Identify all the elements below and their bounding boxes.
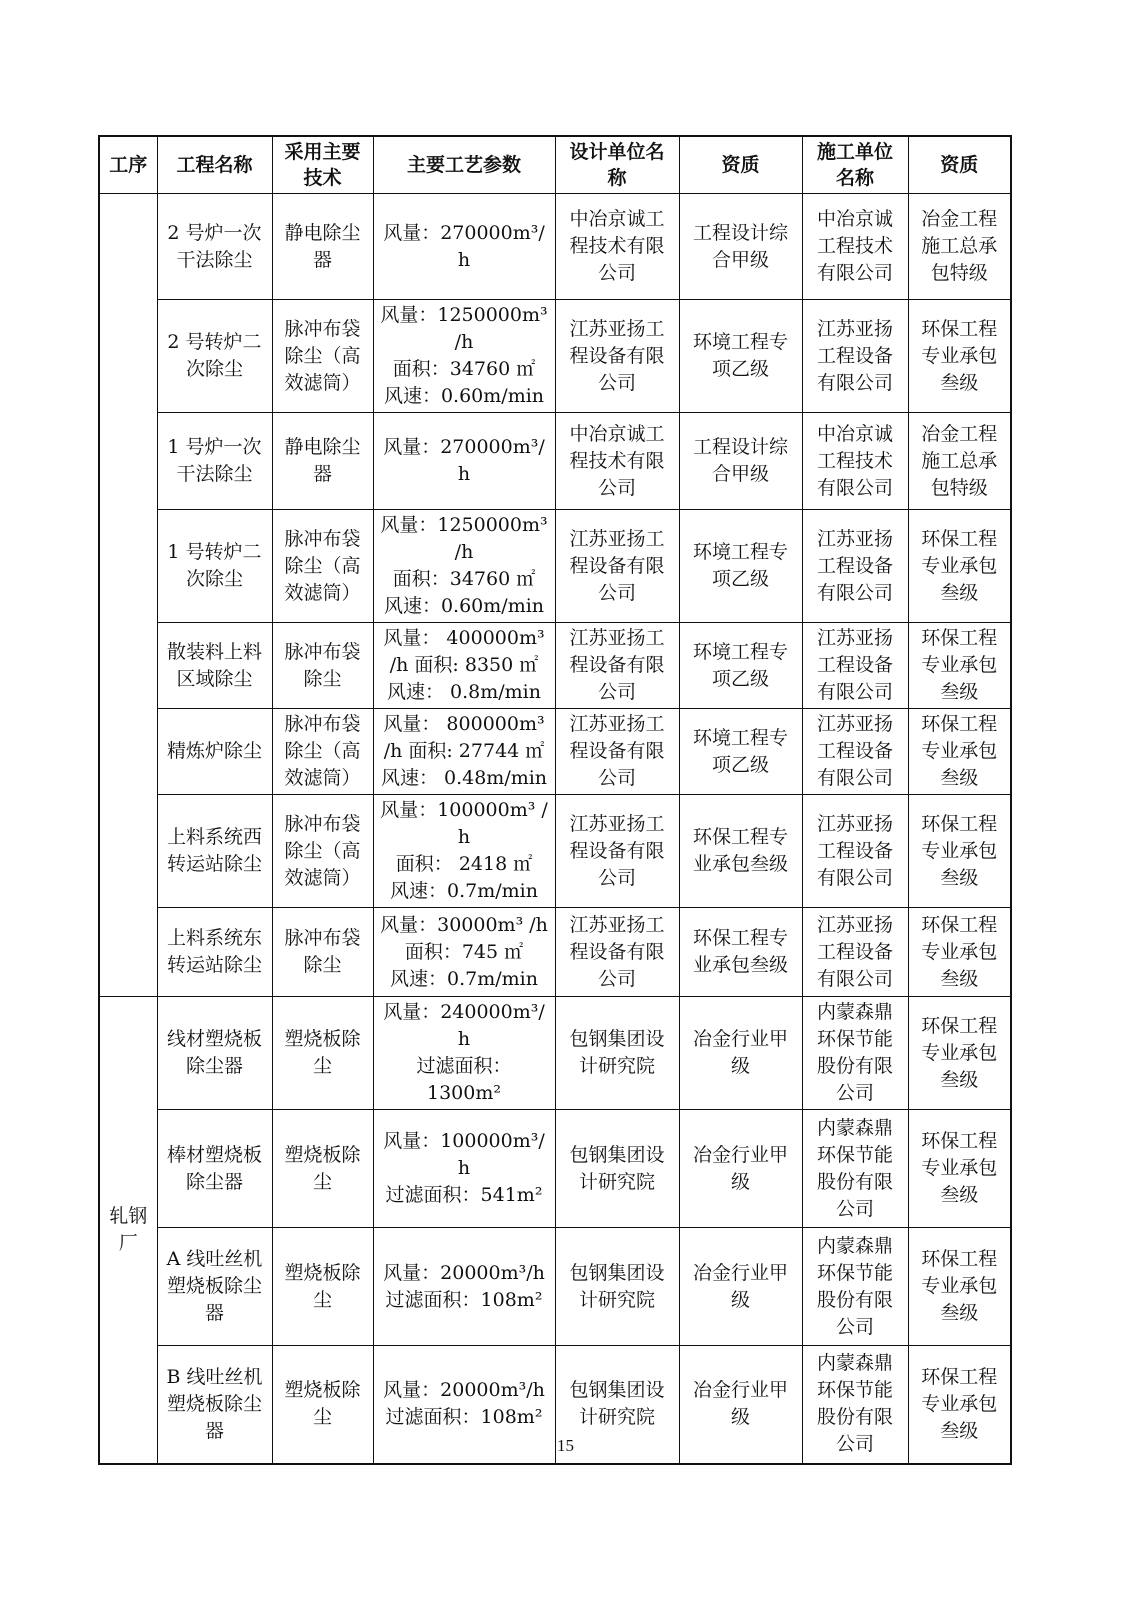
technology-cell: 塑烧板除尘: [272, 1346, 373, 1464]
designer-cell: 江苏亚扬工程设备有限公司: [555, 300, 679, 413]
parameter-line: 过滤面积：108m²: [385, 1406, 543, 1429]
project-name-cell: 1 号转炉二次除尘: [157, 510, 272, 623]
parameter-line: 风量：20000m³/h: [383, 1379, 545, 1402]
parameter-line: /h: [454, 331, 474, 353]
parameters-cell: [373, 300, 555, 413]
technology-cell: 脉冲布袋除尘（高效滤筒）: [272, 709, 373, 795]
project-name-cell: 1 号炉一次干法除尘: [157, 413, 272, 510]
build-qualification-cell: 冶金工程施工总承包特级: [908, 413, 1011, 510]
parameters-cell: [373, 623, 555, 709]
table-row: [99, 194, 1011, 300]
technology-cell: 脉冲布袋除尘（高效滤筒）: [272, 510, 373, 623]
build-qualification-cell: 环保工程专业承包叁级: [908, 908, 1011, 997]
parameter-line: 风量： 800000m³: [383, 713, 545, 735]
design-qualification-cell: 冶金行业甲级: [679, 997, 802, 1110]
parameter-line: 风量：1250000m³: [380, 304, 548, 326]
technology-cell: 脉冲布袋除尘（高效滤筒）: [272, 795, 373, 908]
parameter-line: /h 面积: 8350 ㎡: [389, 654, 539, 676]
builder-cell: 内蒙森鼎环保节能股份有限公司: [802, 1346, 908, 1464]
table-row: [99, 300, 1011, 413]
design-qualification-cell: 环境工程专项乙级: [679, 510, 802, 623]
builder-cell: 江苏亚扬工程设备有限公司: [802, 795, 908, 908]
project-name-cell: 散装料上料区域除尘: [157, 623, 272, 709]
designer-cell: 江苏亚扬工程设备有限公司: [555, 709, 679, 795]
parameter-line: 风量：100000m³ /h: [380, 799, 548, 848]
header-parameters: 主要工艺参数: [373, 136, 555, 194]
parameters-cell: [373, 1228, 555, 1346]
parameter-line: 面积：745 ㎡: [404, 940, 524, 963]
build-qualification-cell: 环保工程专业承包叁级: [908, 709, 1011, 795]
project-name-cell: 2 号炉一次干法除尘: [157, 194, 272, 300]
builder-cell: 内蒙森鼎环保节能股份有限公司: [802, 1110, 908, 1228]
project-name-cell: 上料系统西转运站除尘: [157, 795, 272, 908]
design-qualification-cell: 环保工程专业承包叁级: [679, 795, 802, 908]
builder-cell: 中冶京诚工程技术有限公司: [802, 194, 908, 300]
header-builder: 施工单位名称: [802, 136, 908, 194]
parameters-cell: [373, 413, 555, 510]
design-qualification-cell: 环境工程专项乙级: [679, 300, 802, 413]
technology-cell: 静电除尘器: [272, 194, 373, 300]
parameter-line: 1300m²: [427, 1082, 501, 1104]
parameter-line: 过滤面积：541m²: [385, 1184, 543, 1206]
designer-cell: 包钢集团设计研究院: [555, 1228, 679, 1346]
technology-cell: 脉冲布袋除尘: [272, 623, 373, 709]
parameter-line: 风速：0.60m/min: [383, 595, 545, 617]
parameter-line: 面积：34760 ㎡: [392, 358, 536, 380]
parameter-line: 风量：1250000m³: [380, 514, 548, 536]
table-row: [99, 510, 1011, 623]
parameters-cell: [373, 1110, 555, 1228]
parameter-line: 风速： 0.8m/min: [386, 681, 541, 703]
table-row: [99, 413, 1011, 510]
parameters-cell: [373, 908, 555, 997]
designer-cell: 包钢集团设计研究院: [555, 1346, 679, 1464]
builder-cell: 江苏亚扬工程设备有限公司: [802, 510, 908, 623]
designer-cell: 江苏亚扬工程设备有限公司: [555, 510, 679, 623]
page-number: 15: [557, 1436, 574, 1455]
project-name-cell: 精炼炉除尘: [157, 709, 272, 795]
parameters-cell: [373, 997, 555, 1110]
parameter-line: 过滤面积：: [416, 1055, 512, 1077]
parameter-line: 面积： 2418 ㎡: [395, 853, 533, 875]
project-name-cell: 线材塑烧板除尘器: [157, 997, 272, 1110]
build-qualification-cell: 环保工程专业承包叁级: [908, 300, 1011, 413]
header-design-qualification: 资质: [679, 136, 802, 194]
header-technology: 采用主要技术: [272, 136, 373, 194]
builder-cell: 江苏亚扬工程设备有限公司: [802, 908, 908, 997]
table-row: [99, 1228, 1011, 1346]
parameter-line: 风量：240000m³/h: [383, 1001, 545, 1050]
parameter-line: 风速：0.60m/min: [383, 385, 545, 407]
build-qualification-cell: 环保工程专业承包叁级: [908, 1110, 1011, 1228]
parameter-line: 风量：30000m³ /h: [380, 913, 548, 936]
build-qualification-cell: 环保工程专业承包叁级: [908, 1228, 1011, 1346]
parameter-line: /h: [454, 541, 474, 563]
process-cell: [99, 194, 157, 997]
header-process: 工序: [99, 136, 157, 194]
project-name-cell: A 线吐丝机塑烧板除尘器: [157, 1228, 272, 1346]
parameter-line: /h 面积: 27744 ㎡: [383, 740, 545, 762]
table-row: [99, 997, 1011, 1110]
builder-cell: 江苏亚扬工程设备有限公司: [802, 709, 908, 795]
parameters-cell: [373, 709, 555, 795]
header-project-name: 工程名称: [157, 136, 272, 194]
project-name-cell: 2 号转炉二次除尘: [157, 300, 272, 413]
designer-cell: 中冶京诚工程技术有限公司: [555, 194, 679, 300]
project-name-cell: B 线吐丝机塑烧板除尘器: [157, 1346, 272, 1464]
table-row: [99, 1110, 1011, 1228]
design-qualification-cell: 冶金行业甲级: [679, 1110, 802, 1228]
technology-cell: 塑烧板除尘: [272, 1110, 373, 1228]
parameter-line: 风量：270000m³/h: [383, 221, 545, 271]
build-qualification-cell: 环保工程专业承包叁级: [908, 1346, 1011, 1464]
process-cell: 轧钢厂: [99, 997, 157, 1464]
technology-cell: 静电除尘器: [272, 413, 373, 510]
build-qualification-cell: 冶金工程施工总承包特级: [908, 194, 1011, 300]
technology-cell: 脉冲布袋除尘（高效滤筒）: [272, 300, 373, 413]
technology-cell: 塑烧板除尘: [272, 997, 373, 1110]
builder-cell: 江苏亚扬工程设备有限公司: [802, 623, 908, 709]
header-build-qualification: 资质: [908, 136, 1011, 194]
project-name-cell: 棒材塑烧板除尘器: [157, 1110, 272, 1228]
designer-cell: 江苏亚扬工程设备有限公司: [555, 795, 679, 908]
parameter-line: 面积：34760 ㎡: [392, 568, 536, 590]
project-table: [98, 135, 1012, 1465]
parameter-line: 风速：0.7m/min: [390, 880, 538, 902]
parameter-line: 风量：20000m³/h: [383, 1261, 545, 1284]
project-name-cell: 上料系统东转运站除尘: [157, 908, 272, 997]
build-qualification-cell: 环保工程专业承包叁级: [908, 795, 1011, 908]
design-qualification-cell: 工程设计综合甲级: [679, 413, 802, 510]
parameter-line: 风速：0.7m/min: [390, 967, 538, 990]
design-qualification-cell: 工程设计综合甲级: [679, 194, 802, 300]
table-row: [99, 709, 1011, 795]
builder-cell: 内蒙森鼎环保节能股份有限公司: [802, 1228, 908, 1346]
design-qualification-cell: 环境工程专项乙级: [679, 623, 802, 709]
parameter-line: 过滤面积：108m²: [385, 1288, 543, 1311]
builder-cell: 中冶京诚工程技术有限公司: [802, 413, 908, 510]
designer-cell: 江苏亚扬工程设备有限公司: [555, 623, 679, 709]
builder-cell: 内蒙森鼎环保节能股份有限公司: [802, 997, 908, 1110]
design-qualification-cell: 冶金行业甲级: [679, 1228, 802, 1346]
parameters-cell: [373, 194, 555, 300]
designer-cell: 中冶京诚工程技术有限公司: [555, 413, 679, 510]
parameters-cell: [373, 795, 555, 908]
designer-cell: 包钢集团设计研究院: [555, 1110, 679, 1228]
header-designer: 设计单位名称: [555, 136, 679, 194]
table-row: [99, 623, 1011, 709]
parameters-cell: [373, 510, 555, 623]
table-row: [99, 908, 1011, 997]
parameter-line: 风量：100000m³/h: [383, 1130, 545, 1179]
technology-cell: 脉冲布袋除尘: [272, 908, 373, 997]
technology-cell: 塑烧板除尘: [272, 1228, 373, 1346]
design-qualification-cell: 环境工程专项乙级: [679, 709, 802, 795]
build-qualification-cell: 环保工程专业承包叁级: [908, 997, 1011, 1110]
parameter-line: 风速： 0.48m/min: [380, 767, 548, 789]
parameter-line: 风量：270000m³/h: [383, 436, 545, 485]
build-qualification-cell: 环保工程专业承包叁级: [908, 623, 1011, 709]
design-qualification-cell: 环保工程专业承包叁级: [679, 908, 802, 997]
design-qualification-cell: 冶金行业甲级: [679, 1346, 802, 1464]
parameter-line: 风量： 400000m³: [383, 627, 545, 649]
build-qualification-cell: 环保工程专业承包叁级: [908, 510, 1011, 623]
table-row: [99, 795, 1011, 908]
header-row: [99, 136, 1011, 194]
designer-cell: 江苏亚扬工程设备有限公司: [555, 908, 679, 997]
builder-cell: 江苏亚扬工程设备有限公司: [802, 300, 908, 413]
designer-cell: 包钢集团设计研究院: [555, 997, 679, 1110]
